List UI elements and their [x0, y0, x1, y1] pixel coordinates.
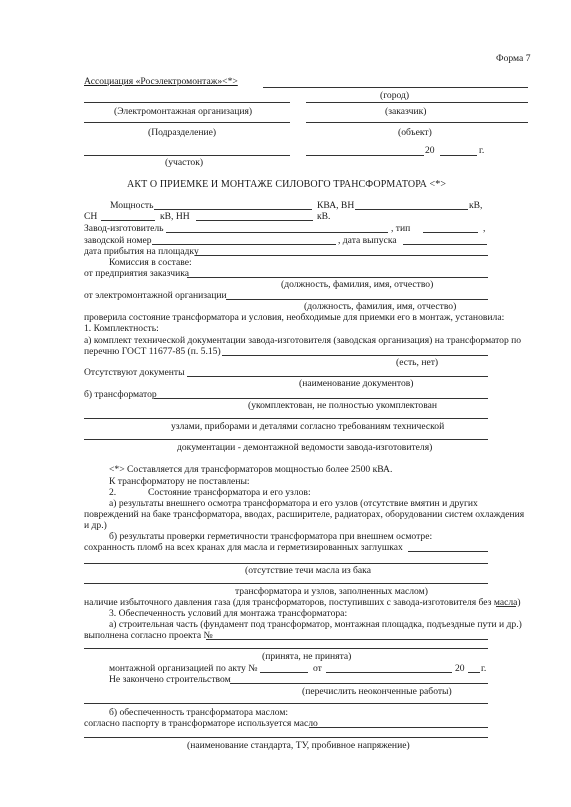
act-date-line: [326, 672, 452, 673]
leak-line: [84, 563, 488, 564]
customer-rep-caption: (должность, фамилия, имя, отчество): [281, 279, 434, 290]
completeness-item-a-line1: а) комплект технической документации завода-изготовителя (заводская организация) на трансформатор по: [84, 335, 522, 346]
docs-list-line: [84, 439, 488, 440]
type-label: , тип: [391, 223, 411, 234]
gas-pressure-label: наличие избыточного давления газа (для трансформаторов, поступивших с завода-изготовителя без масла): [84, 597, 521, 608]
customer-caption: (заказчик): [385, 106, 427, 117]
city-line: [263, 87, 528, 88]
contractor-rep-line: [226, 299, 488, 300]
year-prefix: 20: [425, 145, 435, 156]
docs-name-caption: (наименование документов): [299, 378, 414, 389]
contractor-rep-caption: (должность, фамилия, имя, отчество): [304, 301, 457, 312]
condition-heading: Состояние трансформатора и его узлов:: [148, 487, 311, 498]
by-act-label: монтажной организацией по акту №: [109, 663, 258, 674]
condition-item-a-line3: и др.): [84, 520, 107, 531]
arrival-label: дата прибытия на площадку: [84, 246, 199, 257]
equipped-caption: (укомплектован, не полностью укомплектован: [248, 400, 437, 411]
sn-line: [101, 220, 155, 221]
year-line: [440, 155, 477, 156]
from-contractor-label: от электромонтажной организации: [84, 290, 227, 301]
act-year-prefix: 20: [455, 663, 465, 674]
act-number-line: [260, 672, 308, 673]
condition-number: 2.: [109, 487, 117, 498]
project-number-line: [206, 639, 488, 640]
type-comma: ,: [483, 223, 486, 234]
object-caption: (объект): [398, 127, 432, 138]
leak-caption-2: трансформатора и узлов, заполненных маслом): [235, 586, 428, 597]
seals-line: [408, 551, 488, 552]
mounting-item-a-line1: а) строительная часть (фундамент под трансформатор, монтажная площадка, подъездные пути и др.): [109, 619, 522, 630]
manufacturer-label: Завод-изготовитель: [84, 223, 164, 234]
mounting-item-a-line2: выполнена согласно проекта №: [84, 630, 213, 641]
units-caption: узлами, приборами и деталями согласно требованиям технической: [171, 421, 445, 432]
not-delivered-label: К трансформатору не поставлены:: [109, 476, 250, 487]
power-label: Мощность: [110, 200, 154, 211]
customer-rep-line: [187, 277, 488, 278]
checked-statement: проверила состояние трансформатора и условия, необходимые для приемки его в монтаж, установила:: [84, 312, 505, 323]
units-line: [84, 418, 488, 419]
serial-label: заводской номер: [84, 235, 152, 246]
commission-heading: Комиссия в составе:: [109, 257, 192, 268]
accepted-caption: (принята, не принята): [262, 651, 352, 662]
condition-item-a-line2: повреждений на баке трансформатора, вводах, расширителе, радиаторах, оборудовании систем охлаждения: [84, 509, 525, 520]
unfinished-works-line: [230, 683, 488, 684]
missing-docs-line: [187, 376, 488, 377]
power-line: [154, 209, 312, 210]
object-line: [306, 122, 528, 123]
completeness-item-a-line2: перечню ГОСТ 11677-85 (п. 5.15): [84, 346, 221, 357]
mounting-heading: 3. Обеспеченность условий для монтажа трансформатора:: [109, 608, 348, 619]
association-name: Ассоциация «Росэлектромонтаж»<*>: [84, 76, 238, 87]
date-line: [306, 155, 424, 156]
transformer-item-label: б) трансформатор: [84, 389, 157, 400]
release-date-line: [403, 244, 487, 245]
yes-no-caption: (есть, нет): [396, 357, 439, 368]
condition-item-b-line2: сохранность пломб на всех кранах для масла и герметизированных заглушках: [84, 542, 403, 553]
arrival-line: [195, 255, 488, 256]
division-line: [84, 122, 290, 123]
city-caption: (город): [380, 90, 410, 101]
from-customer-label: от предприятия заказчика: [84, 268, 189, 279]
release-date-label: , дата выпуска: [338, 235, 397, 246]
gas-pressure-line: [496, 606, 516, 607]
oil-supply-label: б) обеспеченность трансформатора маслом:: [109, 707, 289, 718]
organization-line: [84, 102, 290, 103]
not-finished-label: Не закончено строительством: [109, 674, 231, 685]
condition-item-a-line1: а) результаты внешнего осмотра трансформатора и его узлов (отсутствие вмятин и других: [109, 498, 478, 509]
unfinished-works-line-2: [84, 703, 488, 704]
organization-caption: (Электромонтажная организация): [114, 106, 253, 117]
serial-line: [152, 244, 336, 245]
nn-line: [196, 220, 313, 221]
accepted-line: [84, 648, 488, 649]
kva-vn-label: КВА, ВН: [317, 200, 355, 211]
form-number: Форма 7: [496, 53, 531, 64]
footnote: <*> Составляется для трансформаторов мощностью более 2500 кВА.: [109, 464, 393, 475]
leak-line-2: [84, 583, 488, 584]
oil-type-line: [309, 727, 488, 728]
section-caption: (участок): [165, 157, 204, 168]
oil-standard-caption: (наименование стандарта, ТУ, пробивное напряжение): [187, 740, 410, 751]
from-label: от: [313, 663, 322, 674]
missing-docs-label: Отсутствуют документы: [84, 367, 185, 378]
customer-line: [306, 102, 528, 103]
section-line: [84, 155, 290, 156]
completeness-heading: 1. Комплектность:: [84, 323, 159, 334]
type-line: [423, 232, 478, 233]
condition-item-b-line1: б) результаты проверки герметичности трансформатора при внешнем осмотре:: [109, 531, 433, 542]
kv-label-2: кВ.: [317, 211, 331, 222]
sn-label: СН: [84, 211, 98, 222]
oil-standard-line: [84, 737, 488, 738]
document-title: АКТ О ПРИЕМКЕ И МОНТАЖЕ СИЛОВОГО ТРАНСФОРМАТОРА <*>: [127, 179, 447, 190]
year-suffix: г.: [479, 145, 485, 156]
docs-list-caption: документации - демонтажной ведомости завода-изготовителя): [177, 442, 433, 453]
transformer-equipped-line: [154, 398, 488, 399]
gost-docs-line: [222, 355, 488, 356]
division-caption: (Подразделение): [148, 127, 217, 138]
leak-caption: (отсутствие течи масла из бака: [245, 565, 371, 576]
oil-passport-label: согласно паспорту в трансформаторе используется масло: [84, 718, 318, 729]
manufacturer-line: [166, 232, 388, 233]
vn-line: [355, 209, 468, 210]
act-year-line: [468, 672, 480, 673]
act-year-suffix: г.: [481, 663, 487, 674]
kv-label-1: кВ,: [469, 200, 483, 211]
unfinished-works-caption: (перечислить неоконченные работы): [302, 686, 452, 697]
kv-nn-label: кВ, НН: [160, 211, 190, 222]
